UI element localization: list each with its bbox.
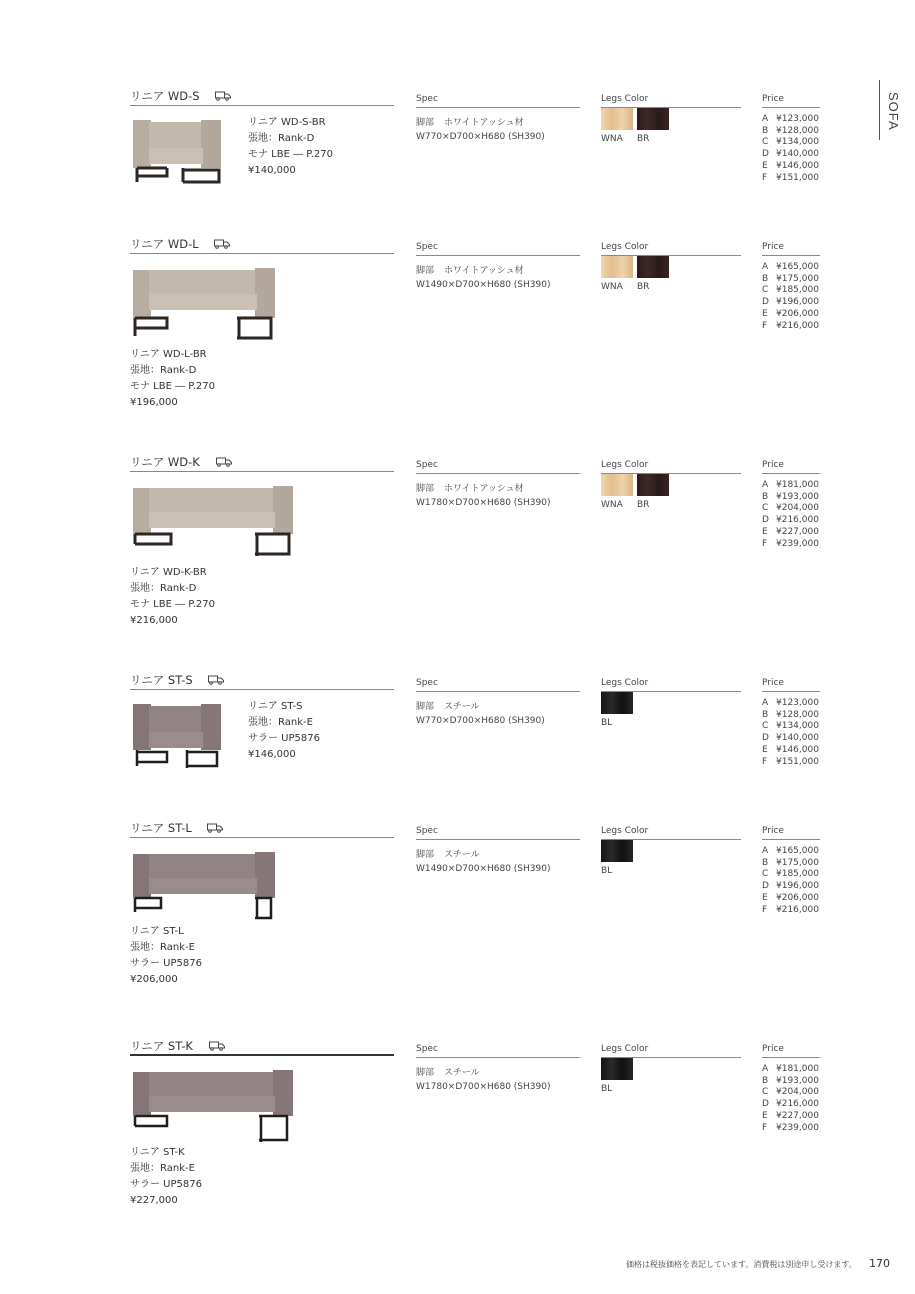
spec-material: スチール	[444, 702, 480, 712]
price-row	[762, 1076, 819, 1088]
swatch-wna[interactable]	[601, 108, 633, 130]
price-grade: B	[762, 1075, 769, 1086]
delivery-truck-icon	[215, 91, 231, 101]
swatch-br[interactable]	[637, 474, 669, 496]
price-grade: C	[762, 1087, 769, 1098]
price-grade: E	[762, 1110, 768, 1121]
spec-body	[416, 848, 550, 876]
product-wd-k	[0, 454, 880, 634]
swatch-label: BL	[601, 866, 613, 876]
info-fabric-rank: 張地：Rank-D	[248, 133, 315, 144]
price-grade: C	[762, 503, 769, 514]
price-grade: D	[762, 149, 769, 160]
legs-color-header: Legs Color	[601, 678, 741, 692]
spec-size: W1780×D700×H680 (SH390)	[416, 1082, 551, 1092]
product-st-s	[0, 672, 880, 812]
price-value: ¥239,000	[776, 538, 819, 549]
price-value: ¥140,000	[776, 149, 819, 160]
price-row	[762, 1111, 819, 1123]
product-photo	[131, 484, 295, 558]
delivery-truck-icon	[216, 457, 232, 467]
price-grade: D	[762, 515, 769, 526]
spec-label: 脚部	[416, 1068, 435, 1078]
price-value: ¥151,000	[776, 756, 819, 767]
info-price: ¥140,000	[248, 165, 296, 176]
price-grade: C	[762, 869, 769, 880]
spec-label: 脚部	[416, 850, 435, 860]
spec-label: 脚部	[416, 118, 435, 128]
price-header: Price	[762, 678, 820, 692]
price-grade: A	[762, 1064, 769, 1074]
product-photo	[131, 1068, 295, 1144]
legs-color-header: Legs Color	[601, 94, 741, 108]
price-row	[762, 757, 819, 769]
price-value: ¥181,000	[776, 1064, 819, 1074]
price-grade: E	[762, 744, 768, 755]
price-row	[762, 309, 819, 321]
info-model: リニア ST-S	[248, 701, 303, 712]
price-list	[762, 114, 819, 184]
price-list	[762, 846, 819, 916]
price-row	[762, 721, 819, 733]
product-title	[130, 236, 394, 254]
price-grade: F	[762, 756, 768, 767]
price-grade: B	[762, 125, 769, 136]
price-value: ¥151,000	[776, 172, 819, 183]
price-row	[762, 527, 819, 539]
product-st-k	[0, 1038, 880, 1218]
info-fabric-rank: 張地：Rank-D	[130, 583, 197, 594]
product-wd-l	[0, 236, 880, 416]
price-grade: A	[762, 480, 769, 490]
price-row	[762, 492, 819, 504]
price-value: ¥165,000	[776, 262, 819, 272]
price-value: ¥146,000	[776, 744, 819, 755]
info-price: ¥227,000	[130, 1195, 178, 1206]
price-value: ¥239,000	[776, 1122, 819, 1133]
price-grade: C	[762, 137, 769, 148]
price-value: ¥175,000	[776, 273, 819, 284]
price-row	[762, 1123, 819, 1135]
price-header: Price	[762, 242, 820, 256]
spec-label: 脚部	[416, 266, 435, 276]
swatch-wna[interactable]	[601, 256, 633, 278]
price-row	[762, 1064, 819, 1076]
spec-size: W1490×D700×H680 (SH390)	[416, 864, 551, 874]
spec-body	[416, 482, 550, 510]
price-grade: A	[762, 846, 769, 856]
price-row	[762, 274, 819, 286]
spec-header: Spec	[416, 1044, 580, 1058]
price-grade: C	[762, 285, 769, 296]
price-grade: F	[762, 904, 768, 915]
spec-material: ホワイトアッシュ材	[444, 484, 524, 494]
info-fabric-rank: 張地：Rank-D	[130, 365, 197, 376]
spec-size: W770×D700×H680 (SH390)	[416, 132, 545, 142]
swatch-label: WNA	[601, 134, 623, 144]
price-grade: E	[762, 892, 768, 903]
product-info	[248, 115, 333, 179]
price-row	[762, 710, 819, 722]
spec-label: 脚部	[416, 484, 435, 494]
product-st-l	[0, 820, 880, 1000]
price-value: ¥193,000	[776, 491, 819, 502]
price-row	[762, 297, 819, 309]
product-info	[130, 347, 215, 411]
product-photo	[131, 266, 277, 340]
price-value: ¥185,000	[776, 869, 819, 880]
info-model: リニア WD-K-BR	[130, 567, 207, 578]
info-price: ¥196,000	[130, 397, 178, 408]
swatch-label: BR	[637, 134, 650, 144]
swatch-label: WNA	[601, 500, 623, 510]
price-grade: B	[762, 857, 769, 868]
price-row	[762, 126, 819, 138]
price-value: ¥175,000	[776, 857, 819, 868]
product-title	[130, 454, 394, 472]
swatch-label: BR	[637, 500, 650, 510]
product-name: リニア ST-K	[130, 1039, 193, 1053]
spec-header: Spec	[416, 94, 580, 108]
section-tab-label: SOFA	[886, 92, 901, 131]
info-fabric: サラー UP5876	[248, 733, 320, 744]
swatch-wna[interactable]	[601, 474, 633, 496]
price-list	[762, 1064, 819, 1134]
legs-color-header: Legs Color	[601, 460, 741, 474]
price-value: ¥216,000	[776, 1099, 819, 1110]
spec-label: 脚部	[416, 702, 435, 712]
info-fabric: サラー UP5876	[130, 1179, 202, 1190]
spec-header: Spec	[416, 826, 580, 840]
price-value: ¥128,000	[776, 125, 819, 136]
product-info	[248, 699, 320, 763]
spec-size: W1490×D700×H680 (SH390)	[416, 280, 551, 290]
price-grade: A	[762, 698, 769, 708]
spec-size: W1780×D700×H680 (SH390)	[416, 498, 551, 508]
section-tab[interactable]	[879, 80, 915, 140]
tax-note: 価格は税抜価格を表記しています。消費税は別途申し受けます。	[626, 1260, 857, 1269]
swatch-label: BL	[601, 1084, 613, 1094]
price-row	[762, 321, 819, 333]
spec-material: スチール	[444, 1068, 480, 1078]
product-name: リニア ST-S	[130, 673, 193, 687]
price-row	[762, 893, 819, 905]
info-fabric: モナ LBE ― P.270	[130, 381, 216, 392]
product-title	[130, 1038, 394, 1056]
info-fabric-rank: 張地：Rank-E	[130, 1163, 195, 1174]
swatch-br[interactable]	[637, 108, 669, 130]
price-value: ¥193,000	[776, 1075, 819, 1086]
price-row	[762, 285, 819, 297]
price-header: Price	[762, 460, 820, 474]
spec-header: Spec	[416, 460, 580, 474]
legs-color-header: Legs Color	[601, 242, 741, 256]
price-value: ¥134,000	[776, 137, 819, 148]
spec-header: Spec	[416, 678, 580, 692]
price-header: Price	[762, 826, 820, 840]
price-row	[762, 858, 819, 870]
price-row	[762, 1087, 819, 1099]
price-value: ¥204,000	[776, 1087, 819, 1098]
product-name: リニア WD-K	[130, 455, 200, 469]
price-value: ¥227,000	[776, 526, 819, 537]
price-grade: E	[762, 526, 768, 537]
price-value: ¥123,000	[776, 698, 819, 708]
price-row	[762, 137, 819, 149]
price-value: ¥185,000	[776, 285, 819, 296]
price-value: ¥140,000	[776, 733, 819, 744]
price-grade: E	[762, 160, 768, 171]
price-value: ¥204,000	[776, 503, 819, 514]
info-fabric: モナ LBE ― P.270	[248, 149, 334, 160]
price-grade: D	[762, 297, 769, 308]
price-list	[762, 262, 819, 332]
price-grade: D	[762, 1099, 769, 1110]
product-photo	[131, 850, 277, 922]
price-row	[762, 881, 819, 893]
swatch-bl[interactable]	[601, 1058, 633, 1080]
price-value: ¥216,000	[776, 515, 819, 526]
product-title	[130, 672, 394, 690]
price-grade: F	[762, 320, 768, 331]
info-model: リニア ST-K	[130, 1147, 185, 1158]
delivery-truck-icon	[209, 1041, 225, 1051]
price-value: ¥165,000	[776, 846, 819, 856]
price-grade: A	[762, 262, 769, 272]
info-fabric-rank: 張地：Rank-E	[248, 717, 313, 728]
price-row	[762, 905, 819, 917]
product-photo	[131, 118, 223, 184]
price-grade: F	[762, 172, 768, 183]
price-row	[762, 539, 819, 551]
price-row	[762, 515, 819, 527]
price-value: ¥196,000	[776, 881, 819, 892]
price-list	[762, 480, 819, 550]
price-row	[762, 503, 819, 515]
price-grade: B	[762, 709, 769, 720]
info-model: リニア WD-S-BR	[248, 117, 326, 128]
swatch-label: BR	[637, 282, 650, 292]
info-model: リニア WD-L-BR	[130, 349, 207, 360]
price-grade: B	[762, 273, 769, 284]
price-value: ¥196,000	[776, 297, 819, 308]
price-row	[762, 114, 819, 126]
price-grade: C	[762, 721, 769, 732]
price-value: ¥216,000	[776, 320, 819, 331]
info-model: リニア ST-L	[130, 926, 184, 937]
swatch-label: WNA	[601, 282, 623, 292]
price-value: ¥123,000	[776, 114, 819, 124]
product-info	[130, 1145, 202, 1209]
price-value: ¥128,000	[776, 709, 819, 720]
product-info	[130, 565, 215, 629]
price-row	[762, 480, 819, 492]
info-fabric-rank: 張地：Rank-E	[130, 942, 195, 953]
legs-color-header: Legs Color	[601, 1044, 741, 1058]
price-grade: F	[762, 1122, 768, 1133]
spec-body	[416, 1066, 550, 1094]
swatch-bl[interactable]	[601, 840, 633, 862]
price-value: ¥134,000	[776, 721, 819, 732]
price-grade: F	[762, 538, 768, 549]
price-row	[762, 733, 819, 745]
price-value: ¥206,000	[776, 308, 819, 319]
product-name: リニア WD-L	[130, 237, 199, 251]
product-info	[130, 924, 202, 988]
price-value: ¥146,000	[776, 160, 819, 171]
price-row	[762, 698, 819, 710]
price-row	[762, 149, 819, 161]
price-header: Price	[762, 1044, 820, 1058]
delivery-truck-icon	[214, 239, 230, 249]
info-price: ¥206,000	[130, 974, 178, 985]
spec-header: Spec	[416, 242, 580, 256]
price-row	[762, 173, 819, 185]
price-row	[762, 161, 819, 173]
price-grade: D	[762, 881, 769, 892]
price-row	[762, 745, 819, 757]
spec-material: スチール	[444, 850, 480, 860]
legs-color-header: Legs Color	[601, 826, 741, 840]
delivery-truck-icon	[207, 823, 223, 833]
swatch-label: BL	[601, 718, 613, 728]
info-price: ¥216,000	[130, 615, 178, 626]
info-price: ¥146,000	[248, 749, 296, 760]
price-grade: D	[762, 733, 769, 744]
info-fabric: サラー UP5876	[130, 958, 202, 969]
spec-material: ホワイトアッシュ材	[444, 118, 524, 128]
product-title	[130, 88, 394, 106]
price-list	[762, 698, 819, 768]
product-name: リニア WD-S	[130, 89, 200, 103]
product-wd-s	[0, 88, 880, 228]
price-row	[762, 1099, 819, 1111]
product-title	[130, 820, 394, 838]
info-fabric: モナ LBE ― P.270	[130, 599, 216, 610]
spec-body	[416, 116, 545, 144]
page-number: 170	[869, 1257, 890, 1270]
delivery-truck-icon	[208, 675, 224, 685]
price-row	[762, 846, 819, 858]
swatch-bl[interactable]	[601, 692, 633, 714]
spec-body	[416, 700, 545, 728]
price-grade: E	[762, 308, 768, 319]
price-header: Price	[762, 94, 820, 108]
price-grade: A	[762, 114, 769, 124]
price-grade: B	[762, 491, 769, 502]
price-value: ¥216,000	[776, 904, 819, 915]
spec-size: W770×D700×H680 (SH390)	[416, 716, 545, 726]
spec-material: ホワイトアッシュ材	[444, 266, 524, 276]
product-photo	[131, 702, 223, 770]
price-value: ¥227,000	[776, 1110, 819, 1121]
price-value: ¥181,000	[776, 480, 819, 490]
price-value: ¥206,000	[776, 892, 819, 903]
price-row	[762, 262, 819, 274]
product-name: リニア ST-L	[130, 821, 192, 835]
spec-body	[416, 264, 550, 292]
swatch-br[interactable]	[637, 256, 669, 278]
price-row	[762, 869, 819, 881]
